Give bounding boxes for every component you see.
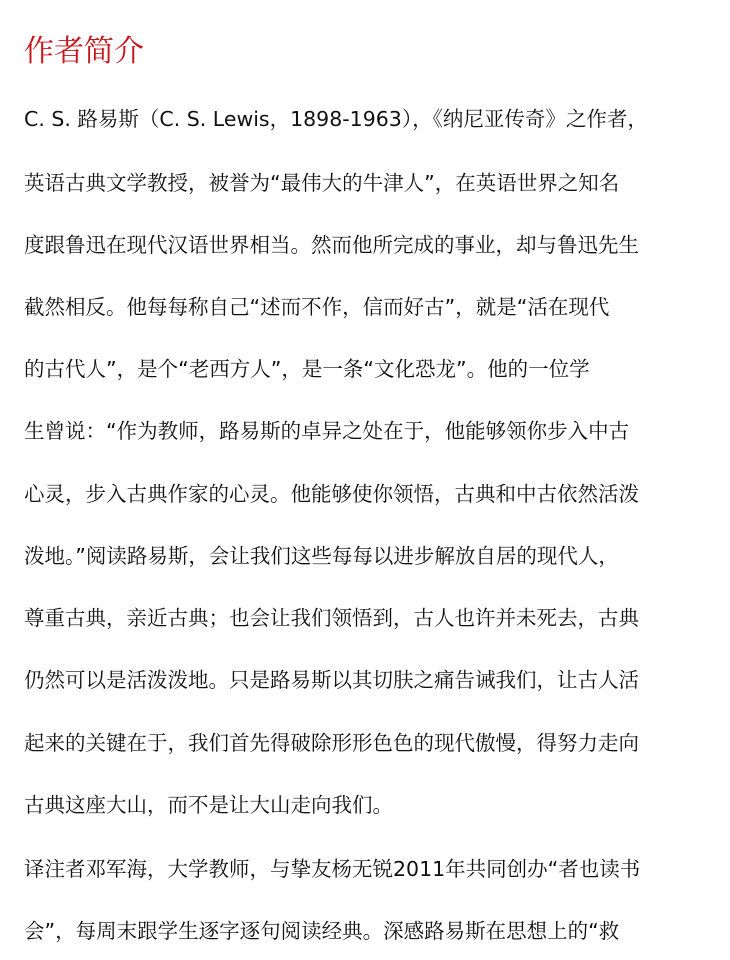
text-line: 截然相反。他每每称自己“述而不作，信而好古”，就是“活在现代 bbox=[24, 295, 610, 319]
text-line: 起来的关键在于，我们首先得破除形形色色的现代傲慢，得努力走向 bbox=[24, 731, 639, 755]
text-line: 泼地。”阅读路易斯，会让我们这些每每以进步解放自居的现代人， bbox=[24, 544, 619, 568]
text-line: 仍然可以是活泼泼地。只是路易斯以其切肤之痛告诫我们，让古人活 bbox=[24, 668, 639, 692]
text-line: 译注者邓军海，大学教师，与挚友杨无锐2011年共同创办“者也读书 bbox=[24, 857, 641, 881]
page-title: 作者简介 bbox=[24, 34, 144, 69]
text-line: 的古代人”，是个“老西方人”，是一条“文化恐龙”。他的一位学 bbox=[24, 357, 590, 381]
text-line: 古典这座大山，而不是让大山走向我们。 bbox=[24, 793, 393, 817]
text-line: 尊重古典，亲近古典；也会让我们领悟到，古人也许并未死去，古典 bbox=[24, 606, 639, 630]
text-line: 生曾说：“作为教师，路易斯的卓异之处在于，他能够领你步入中古 bbox=[24, 419, 630, 443]
text-line: 英语古典文学教授，被誉为“最伟大的牛津人”，在英语世界之知名 bbox=[24, 171, 620, 195]
text-line: C. S. 路易斯（C. S. Lewis，1898-1963），《纳尼亚传奇》之作者， bbox=[24, 107, 648, 131]
text-line: 度跟鲁迅在现代汉语世界相当。然而他所完成的事业，却与鲁迅先生 bbox=[24, 233, 639, 257]
text-line: 会”，每周末跟学生逐字逐句阅读经典。深感路易斯在思想上的“救 bbox=[24, 919, 620, 943]
text-line: 心灵，步入古典作家的心灵。他能够使你领悟，古典和中古依然活泼 bbox=[24, 482, 639, 506]
